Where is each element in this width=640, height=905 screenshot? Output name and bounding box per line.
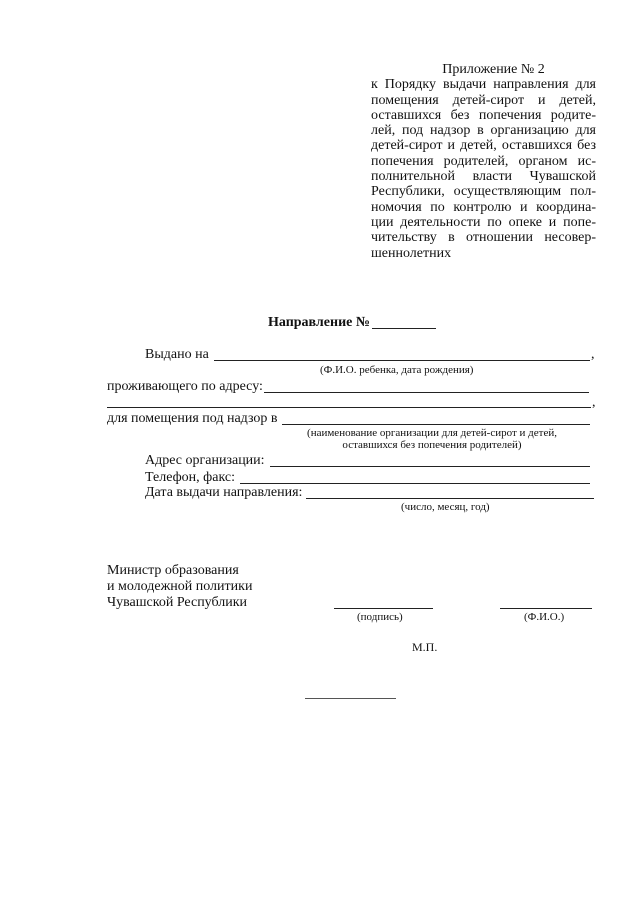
name-hint: (Ф.И.О.) xyxy=(524,611,565,623)
issued-to-field xyxy=(214,360,590,361)
position-line: Министр образования xyxy=(107,563,239,578)
appendix-line: оставшихся без попечения родите- xyxy=(371,107,596,123)
org-address-label: Адрес организации: xyxy=(145,453,265,468)
appendix-line: полнительной власти Чувашской xyxy=(371,169,596,185)
position-line: Чувашской Республики xyxy=(107,595,248,610)
date-hint: (число, месяц, год) xyxy=(401,501,490,513)
placement-hint-1: (наименование организации для детей-сирот и детей, xyxy=(307,427,557,439)
placement-field xyxy=(282,424,590,425)
appendix-line: детей-сирот и детей, оставшихся без xyxy=(371,138,596,154)
appendix-line: шеннолетних xyxy=(371,245,452,261)
appendix-line: ции деятельности по опеке и попе- xyxy=(371,214,596,230)
appendix-line: попечения родителей, органом ис- xyxy=(371,153,596,169)
address-comma: , xyxy=(592,395,596,410)
name-field xyxy=(500,608,592,609)
placement-hint-2: оставшихся без попечения родителей) xyxy=(342,439,522,451)
signature-field xyxy=(334,608,433,609)
appendix-line: номочия по контролю и координа- xyxy=(371,199,596,215)
date-label: Дата выдачи направления: xyxy=(145,485,303,500)
address-field-line2 xyxy=(107,407,591,408)
appendix-block xyxy=(371,62,596,261)
appendix-line: к Порядку выдачи направления для xyxy=(371,77,596,93)
address-field xyxy=(264,392,589,393)
issued-to-hint: (Ф.И.О. ребенка, дата рождения) xyxy=(320,364,474,376)
appendix-title: Приложение № 2 xyxy=(442,62,545,77)
placement-label: для помещения под надзор в xyxy=(107,411,278,426)
heading-number-blank xyxy=(372,328,436,329)
appendix-line: чительству в отношении несовер- xyxy=(371,230,596,246)
position-line: и молодежной политики xyxy=(107,579,253,594)
document-heading xyxy=(268,315,370,331)
date-field xyxy=(306,498,594,499)
phone-field xyxy=(240,483,590,484)
org-address-field xyxy=(270,466,590,467)
address-label: проживающего по адресу: xyxy=(107,379,263,394)
bottom-separator xyxy=(305,698,396,699)
appendix-line: лей, под надзор в организацию для xyxy=(371,123,596,139)
issued-to-label: Выдано на xyxy=(145,347,209,362)
seal-mark: М.П. xyxy=(412,640,438,654)
phone-label: Телефон, факс: xyxy=(145,470,236,485)
issued-to-comma: , xyxy=(591,347,595,362)
appendix-line: Республики, осуществляющим пол- xyxy=(371,184,596,200)
signature-hint: (подпись) xyxy=(357,611,403,623)
appendix-line: помещения детей-сирот и детей, xyxy=(371,92,596,108)
heading-label: Направление № xyxy=(268,315,370,330)
